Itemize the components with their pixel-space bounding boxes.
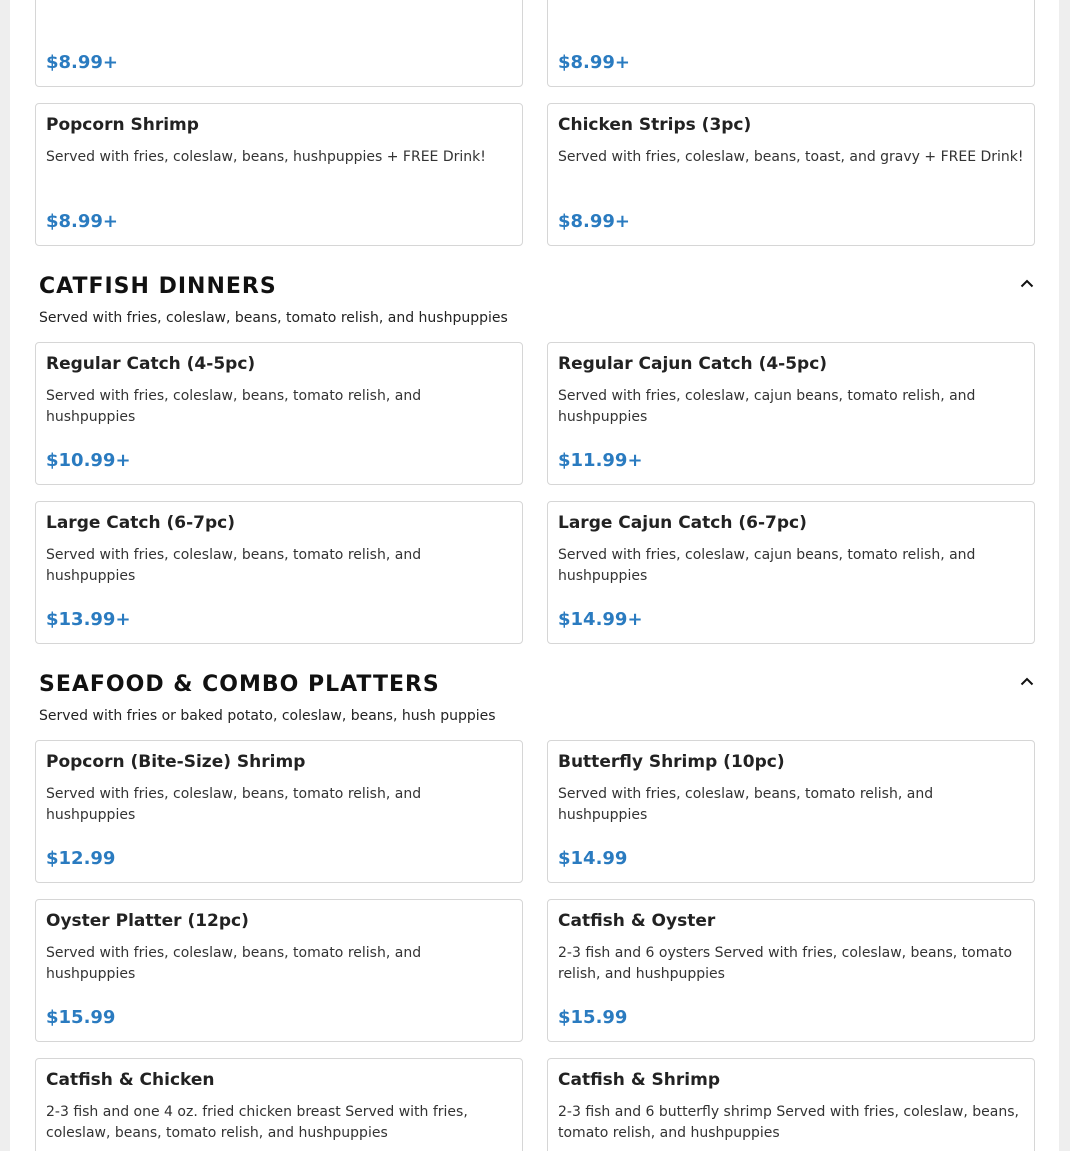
item-price: $14.99 <box>558 848 628 869</box>
menu-item-card[interactable] <box>35 0 523 87</box>
item-description: Served with fries, coleslaw, cajun beans, tomato relish, and hushpuppies <box>558 388 976 425</box>
item-price: $8.99+ <box>46 52 119 73</box>
section-title: SEAFOOD & COMBO PLATTERS <box>39 672 440 697</box>
item-description: Served with fries, coleslaw, beans, tomato relish, and hushpuppies <box>46 786 422 823</box>
item-name: Chicken Strips (3pc) <box>558 115 752 135</box>
item-name: Catfish & Shrimp <box>558 1070 720 1090</box>
item-name: Catfish & Oyster <box>558 911 716 931</box>
item-description: Served with fries, coleslaw, beans, tomato relish, and hushpuppies <box>46 547 422 584</box>
item-description: Served with fries, coleslaw, beans, hushpuppies + FREE Drink! <box>46 149 486 165</box>
item-description: Served with fries, coleslaw, beans, tomato relish, and hushpuppies <box>558 786 934 823</box>
item-grid <box>35 740 1035 1151</box>
menu-item-card[interactable] <box>547 501 1035 644</box>
menu-item-card[interactable] <box>35 501 523 644</box>
item-description: Served with fries, coleslaw, beans, tomato relish, and hushpuppies <box>46 388 422 425</box>
item-price: $8.99+ <box>46 211 119 232</box>
item-price: $11.99+ <box>558 450 643 471</box>
menu-item-card[interactable] <box>35 103 523 246</box>
chevron-up-icon[interactable] <box>1019 275 1035 291</box>
item-description: Served with fries, coleslaw, beans, tomato relish, and hushpuppies <box>46 945 422 982</box>
chevron-up-icon[interactable] <box>1019 673 1035 689</box>
item-description: 2-3 fish and 6 oysters Served with fries, coleslaw, beans, tomato relish, and hushpuppies <box>558 945 1013 982</box>
section-description: Served with fries, coleslaw, beans, tomato relish, and hushpuppies <box>39 310 508 326</box>
item-name: Popcorn Shrimp <box>46 115 199 135</box>
section-header <box>35 273 1035 327</box>
item-name: Regular Catch (4-5pc) <box>46 354 256 374</box>
section-title: CATFISH DINNERS <box>39 274 277 299</box>
item-name: Popcorn (Bite-Size) Shrimp <box>46 752 306 772</box>
item-name: Regular Cajun Catch (4-5pc) <box>558 354 828 374</box>
item-description: Served with fries, coleslaw, beans, toast, and gravy + FREE Drink! <box>558 149 1024 165</box>
menu-section-catfish-dinners <box>35 273 1035 644</box>
menu-item-card[interactable] <box>547 0 1035 87</box>
menu-item-card[interactable] <box>35 899 523 1042</box>
item-price: $15.99 <box>558 1007 628 1028</box>
item-grid <box>35 342 1035 644</box>
section-header <box>35 671 1035 725</box>
item-description: Served with fries, coleslaw, cajun beans, tomato relish, and hushpuppies <box>558 547 976 584</box>
item-name: Large Cajun Catch (6-7pc) <box>558 513 807 533</box>
menu-item-card[interactable] <box>35 1058 523 1151</box>
item-price: $14.99+ <box>558 609 643 630</box>
item-name: Large Catch (6-7pc) <box>46 513 235 533</box>
menu-item-card[interactable] <box>35 342 523 485</box>
item-description: 2-3 fish and one 4 oz. fried chicken breast Served with fries, coleslaw, beans, tomato relish, and hushpuppies <box>46 1104 468 1141</box>
menu-section-seafood-combo-platters <box>35 671 1035 1151</box>
item-price: $8.99+ <box>558 211 631 232</box>
item-price: $8.99+ <box>558 52 631 73</box>
item-description: 2-3 fish and 6 butterfly shrimp Served with fries, coleslaw, beans, tomato relish, and hushpuppies <box>558 1104 1019 1141</box>
item-name: Oyster Platter (12pc) <box>46 911 249 931</box>
item-price: $12.99 <box>46 848 116 869</box>
menu-item-card[interactable] <box>547 1058 1035 1151</box>
item-price: $10.99+ <box>46 450 131 471</box>
menu-item-card[interactable] <box>547 899 1035 1042</box>
item-grid <box>35 0 1035 246</box>
item-name: Catfish & Chicken <box>46 1070 215 1090</box>
item-price: $13.99+ <box>46 609 131 630</box>
menu-item-card[interactable] <box>547 103 1035 246</box>
item-name: Butterfly Shrimp (10pc) <box>558 752 785 772</box>
menu-page <box>10 0 1059 1151</box>
menu-item-card[interactable] <box>35 740 523 883</box>
menu-item-card[interactable] <box>547 342 1035 485</box>
menu-content <box>10 0 1059 1151</box>
section-description: Served with fries or baked potato, coleslaw, beans, hush puppies <box>39 708 496 724</box>
menu-item-card[interactable] <box>547 740 1035 883</box>
item-price: $15.99 <box>46 1007 116 1028</box>
menu-section-previous <box>35 0 1035 246</box>
